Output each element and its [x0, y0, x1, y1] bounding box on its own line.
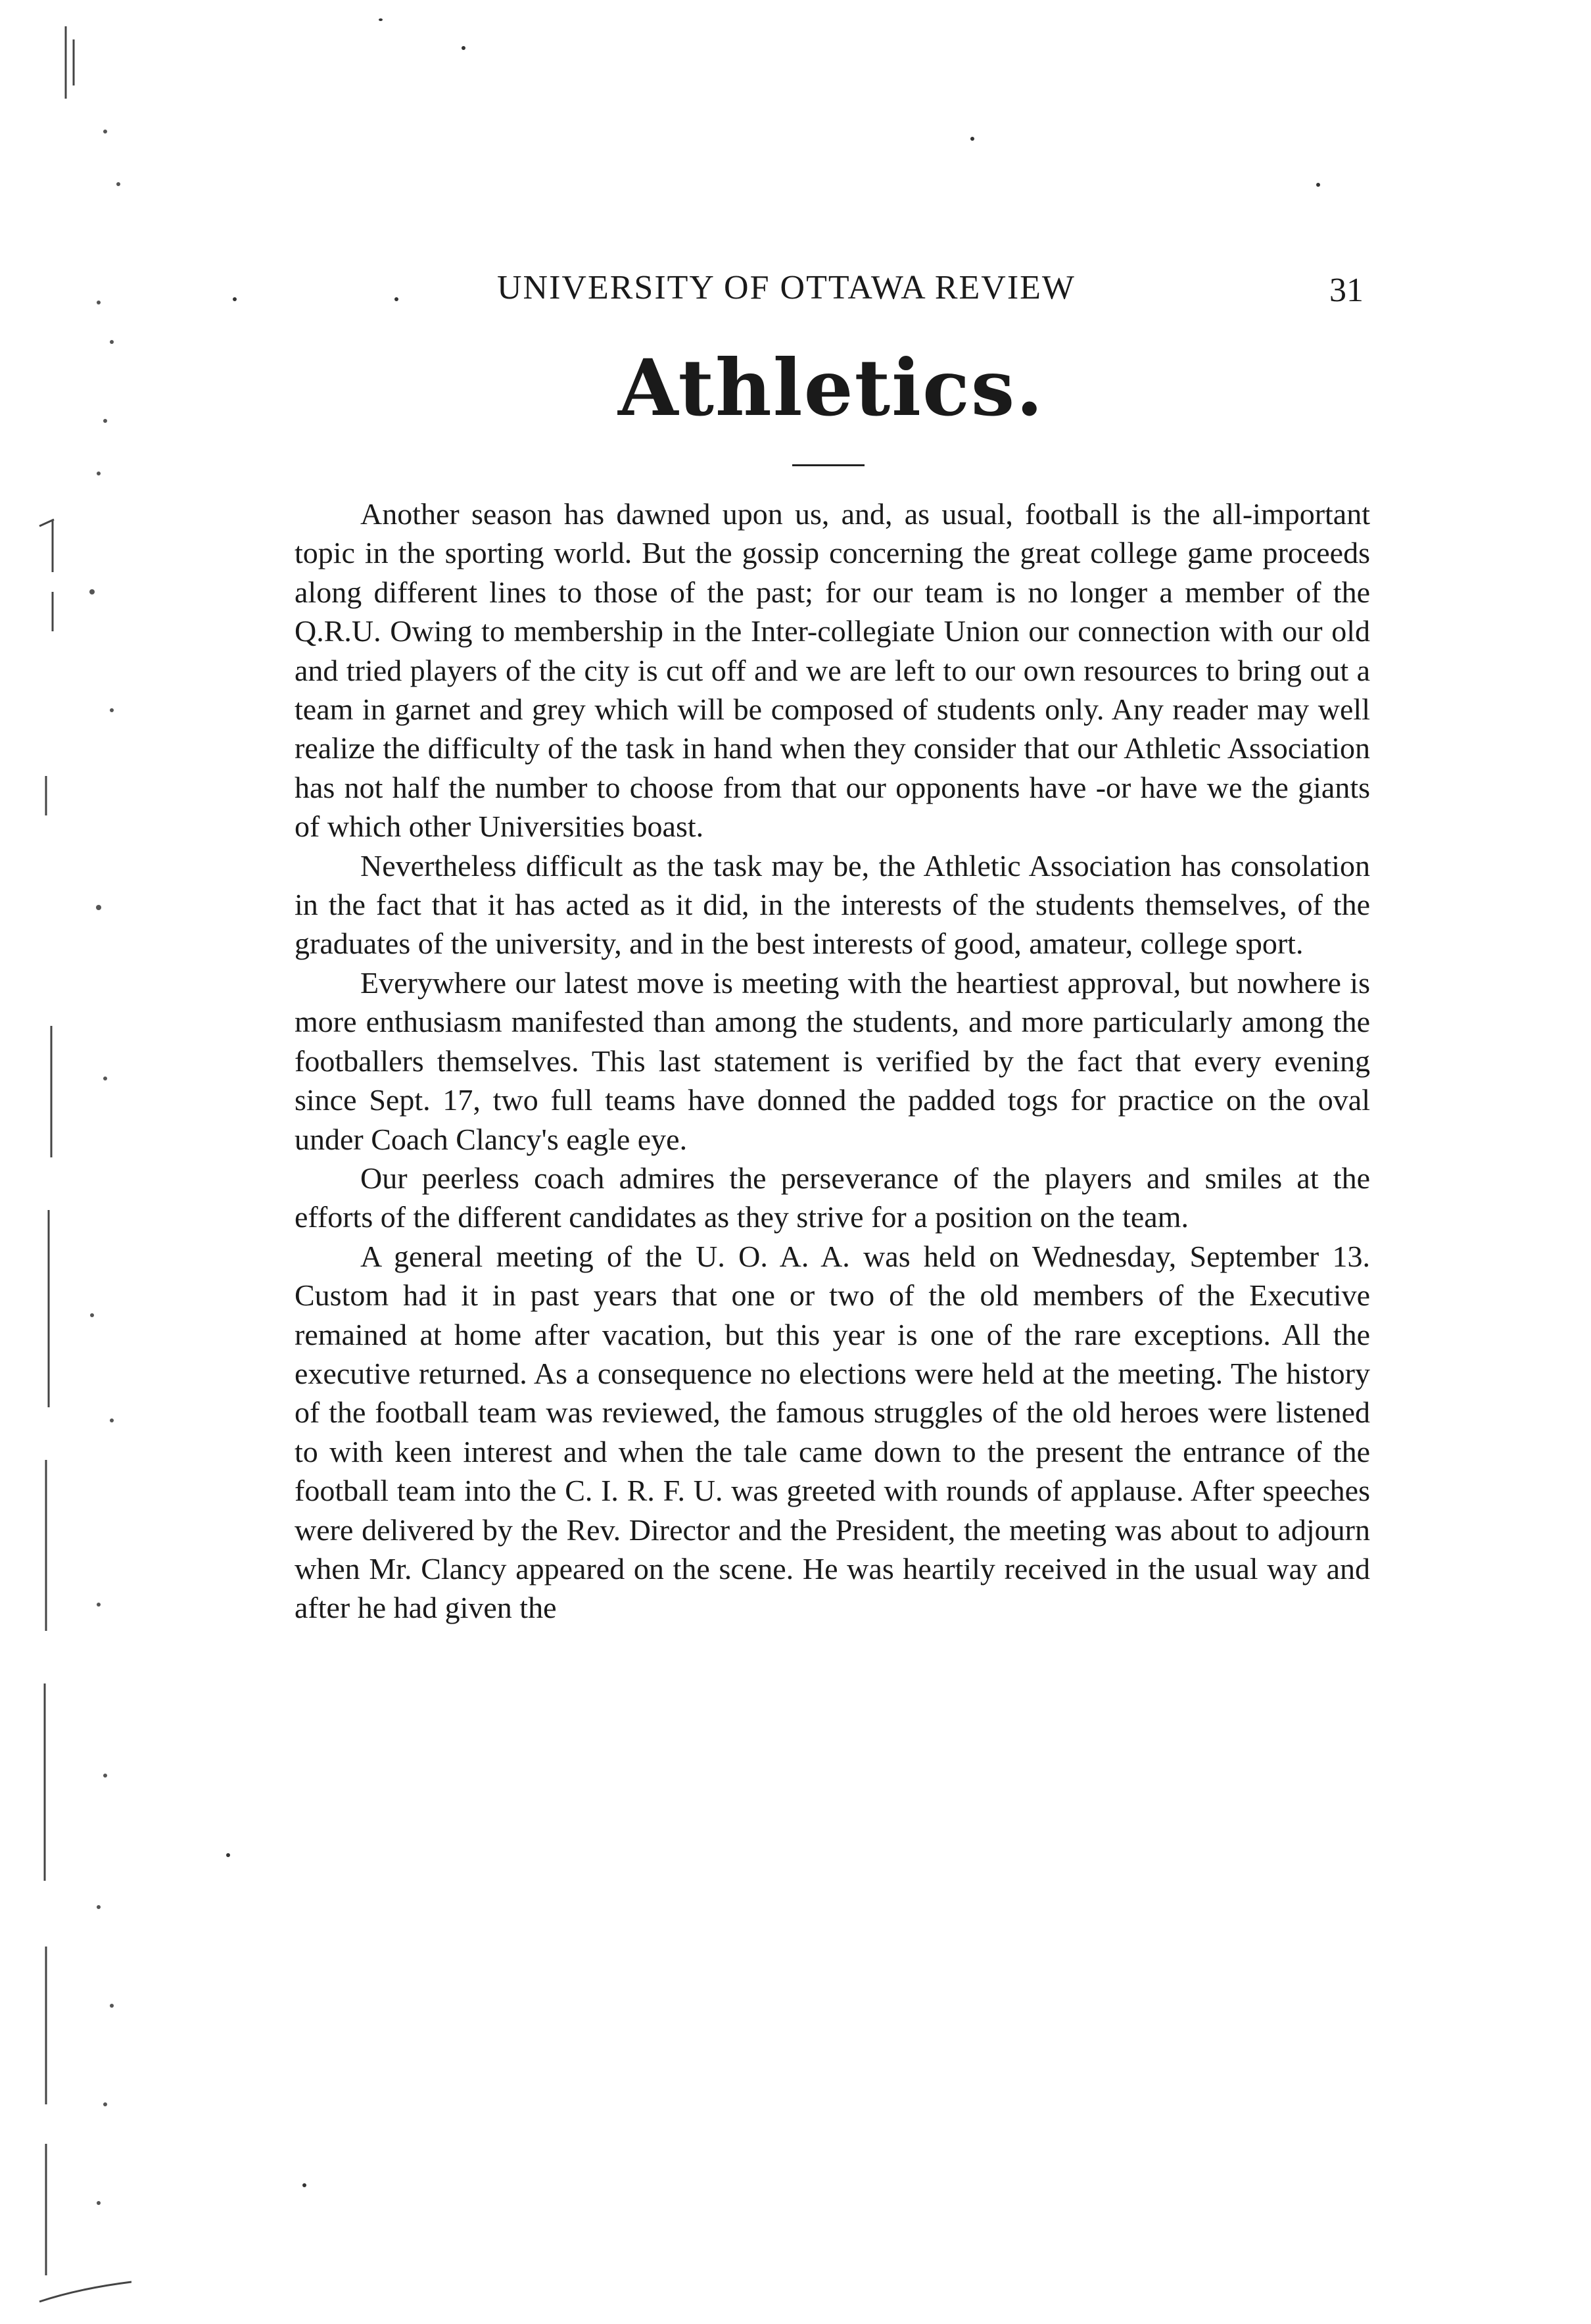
paragraph: Our peerless coach admires the perseverance of the players and smiles at the efforts of the different candidates as they strive for a position on the team.: [295, 1161, 1370, 1234]
scan-speck: [394, 297, 398, 301]
page-number: 31: [1329, 272, 1364, 309]
paragraph: Nevertheless difficult as the task may be, the Athletic Association has consolation in the fact that it has acted as it did, in the interests of the students themselves, of the graduates of the university, and in the best interests of good, amateur, college sport.: [295, 848, 1370, 961]
scan-speck: [462, 46, 465, 50]
scan-speck: [379, 18, 383, 21]
scan-speck: [302, 2183, 306, 2187]
scan-speck: [970, 137, 974, 141]
scan-speck: [233, 297, 237, 301]
article-body: [295, 495, 1370, 1628]
title-rule: [792, 464, 865, 466]
article-title: Athletics.: [618, 342, 1045, 433]
paragraph: Everywhere our latest move is meeting with the heartiest approval, but nowhere is more enthusiasm manifested than among the students, and more particularly among the footballers themselves. This last statement is verified by the fact that every evening since Sept. 17, two full teams have donned the padded togs for practice on the oval under Coach Clancy's eagle eye.: [295, 965, 1370, 1156]
paragraph: A general meeting of the U. O. A. A. was held on Wednesday, September 13. Custom had it in past years that one or two of the old members of the Executive remained at home after vacation, but this year is one of the rare exceptions. All the executive returned. As a consequence no elections were held at the meeting. The history of the football team was reviewed, the famous struggles of the old heroes were listened to with keen interest and when the tale came down to the present the entrance of the football team into the C. I. R. F. U. was greeted with rounds of applause. After speeches were delivered by the Rev. Director and the President, the meeting was about to adjourn when Mr. Clancy appeared on the scene. He was heartily received in the usual way and after he had given the: [295, 1239, 1370, 1625]
margin-scan-artifacts: [0, 0, 131, 2324]
running-head: UNIVERSITY OF OTTAWA REVIEW: [497, 269, 1076, 306]
scan-speck: [226, 1853, 230, 1857]
scan-speck: [1316, 183, 1320, 187]
paragraph: Another season has dawned upon us, and, as usual, football is the all-important topic in the sporting world. But the gossip concerning the great college game proceeds along different lines to those of the past; for our team is no longer a member of the Q.R.U. Owing to membership in the Inter-collegiate Union our connection with our old and tried players of the city is cut off and we are left to our own resources to bring out a team in garnet and grey which will be composed of students only. Any reader may well realize the difficulty of the task in hand when they consider that our Athletic Association has not half the number to choose from that our opponents have -or have we the giants of which other Universities boast.: [295, 497, 1370, 844]
